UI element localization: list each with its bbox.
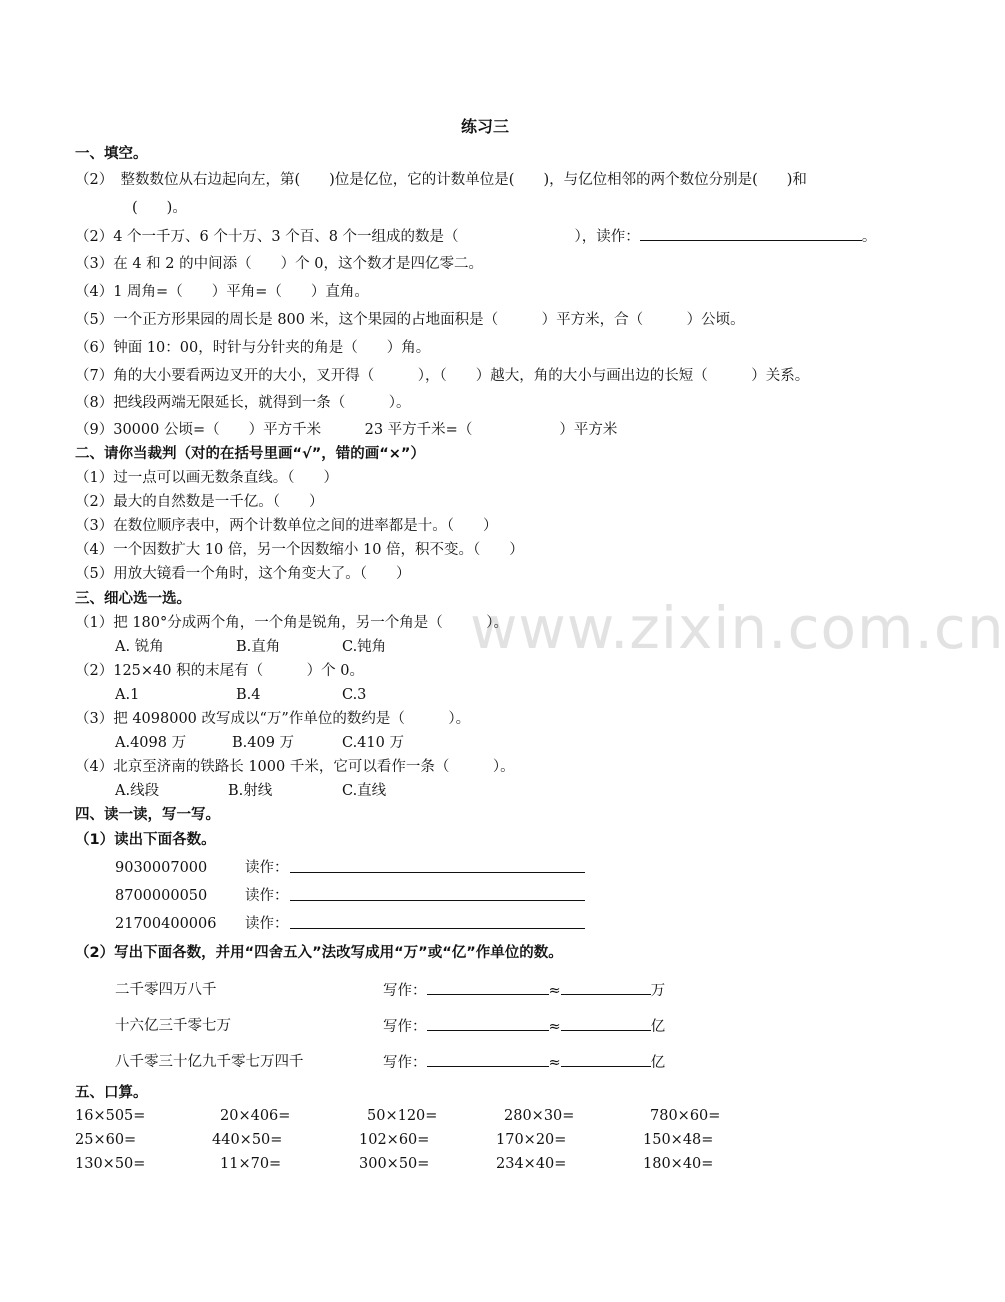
write-answer-blank[interactable]: [427, 980, 549, 995]
judge-item: （1）过一点可以画无数条直线。（ ）: [75, 470, 338, 486]
choice-q2-option-c: C.3: [342, 687, 367, 703]
rounded-answer-blank[interactable]: [561, 1016, 651, 1031]
read-answer-blank[interactable]: [290, 914, 585, 929]
choice-q4: （4）北京至济南的铁路长 1000 千米，它可以看作一条（ ）。: [75, 759, 515, 775]
section-1-heading: 一、填空。: [75, 146, 148, 162]
fill-q1-line1: （2） 整数数位从右边起向左，第( )位是亿位，它的计数单位是( )，与亿位相邻的两个数位分别是( )和: [75, 172, 807, 188]
choice-q3-option-b: B.409 万: [232, 735, 295, 751]
section-3-heading: 三、细心选一选。: [75, 591, 191, 607]
write-item-text: 二千零四万八千: [115, 982, 217, 998]
choice-q1-option-c: C.钝角: [342, 639, 387, 655]
choice-q3: （3）把 4098000 改写成以“万”作单位的数约是（ ）。: [75, 711, 471, 727]
unit-label: 亿: [650, 1055, 666, 1071]
mental-math-item: 16×505=: [75, 1108, 146, 1124]
mental-math-item: 234×40=: [496, 1156, 567, 1172]
fill-q2: [75, 226, 876, 247]
write-label: 写作：: [383, 983, 427, 999]
fill-q1-line2: ( )。: [132, 200, 187, 216]
section-4-heading: 四、读一读，写一写。: [75, 807, 220, 823]
choice-q3-option-c: C.410 万: [342, 735, 404, 751]
section-2-heading: 二、请你当裁判（对的在括号里画“√”，错的画“×”）: [75, 446, 425, 462]
unit-label: 亿: [650, 1019, 666, 1035]
mental-math-item: 50×120=: [367, 1108, 438, 1124]
choice-q1-option-a: A. 锐角: [115, 639, 164, 655]
mental-math-item: 11×70=: [220, 1156, 282, 1172]
mental-math-item: 102×60=: [359, 1132, 430, 1148]
choice-q1-option-b: B.直角: [236, 639, 281, 655]
rounded-answer-blank[interactable]: [561, 1052, 651, 1067]
fill-q7: （7）角的大小要看两边叉开的大小，叉开得（ ），（ ）越大，角的大小与画出边的长短（ ）关系。: [75, 368, 810, 384]
mental-math-item: 440×50=: [212, 1132, 283, 1148]
write-row: [383, 1016, 665, 1037]
mental-math-item: 300×50=: [359, 1156, 430, 1172]
read-number: 8700000050: [115, 888, 208, 904]
read-subheading: （1）读出下面各数。: [75, 832, 216, 848]
read-label: 读作：: [245, 916, 289, 932]
read-label: 读作：: [245, 860, 289, 876]
read-number: 9030007000: [115, 860, 208, 876]
fill-q8: （8）把线段两端无限延长，就得到一条（ ）。: [75, 395, 411, 411]
approx-sign: ≈: [548, 1019, 561, 1035]
mental-math-item: 20×406=: [220, 1108, 291, 1124]
read-label: 读作：: [245, 888, 289, 904]
fill-q9: （9）30000 公顷=（ ）平方千米 23 平方千米=（ ）平方米: [75, 422, 618, 438]
judge-item: （3）在数位顺序表中，两个计数单位之间的进率都是十。（ ）: [75, 518, 498, 534]
write-row: [383, 1052, 665, 1073]
fill-q3: （3）在 4 和 2 的中间添（ ）个 0，这个数才是四亿零二。: [75, 256, 483, 272]
answer-blank[interactable]: [640, 226, 862, 241]
read-answer-blank[interactable]: [290, 886, 585, 901]
choice-q2: （2）125×40 积的末尾有（ ）个 0。: [75, 663, 364, 679]
judge-item: （2）最大的自然数是一千亿。（ ）: [75, 494, 324, 510]
choice-q4-option-b: B.射线: [228, 783, 273, 799]
read-answer-blank[interactable]: [290, 858, 585, 873]
write-row: [383, 980, 665, 1001]
mental-math-item: 25×60=: [75, 1132, 137, 1148]
fill-q4: （4）1 周角=（ ）平角=（ ）直角。: [75, 284, 369, 300]
section-5-heading: 五、口算。: [75, 1085, 148, 1101]
write-answer-blank[interactable]: [427, 1052, 549, 1067]
judge-item: （4）一个因数扩大 10 倍，另一个因数缩小 10 倍，积不变。（ ）: [75, 542, 524, 558]
choice-q1: （1）把 180°分成两个角，一个角是锐角，另一个角是（ ）。: [75, 615, 509, 631]
fill-q5: （5）一个正方形果园的周长是 800 米，这个果园的占地面积是（ ）平方米，合（ ）公顷。: [75, 312, 745, 328]
choice-q3-option-a: A.4098 万: [115, 735, 187, 751]
mental-math-item: 180×40=: [643, 1156, 714, 1172]
approx-sign: ≈: [548, 983, 561, 999]
watermark: www.zixin.com.cn: [470, 594, 1005, 662]
read-number: 21700400006: [115, 916, 217, 932]
unit-label: 万: [650, 983, 666, 999]
mental-math-item: 280×30=: [504, 1108, 575, 1124]
rounded-answer-blank[interactable]: [561, 980, 651, 995]
mental-math-item: 150×48=: [643, 1132, 714, 1148]
write-label: 写作：: [383, 1019, 427, 1035]
mental-math-item: 130×50=: [75, 1156, 146, 1172]
write-label: 写作：: [383, 1055, 427, 1071]
mental-math-item: 170×20=: [496, 1132, 567, 1148]
approx-sign: ≈: [548, 1055, 561, 1071]
page-title: 练习三: [460, 117, 509, 136]
write-subheading: （2）写出下面各数，并用“四舍五入”法改写成用“万”或“亿”作单位的数。: [75, 945, 563, 961]
write-item-text: 八千零三十亿九千零七万四千: [115, 1054, 304, 1070]
write-item-text: 十六亿三千零七万: [115, 1018, 231, 1034]
choice-q2-option-b: B.4: [236, 687, 261, 703]
choice-q2-option-a: A.1: [115, 687, 140, 703]
write-answer-blank[interactable]: [427, 1016, 549, 1031]
fill-q2-end: 。: [861, 229, 877, 245]
fill-q6: （6）钟面 10：00，时针与分针夹的角是（ ）角。: [75, 340, 431, 356]
choice-q4-option-a: A.线段: [115, 783, 160, 799]
choice-q4-option-c: C.直线: [342, 783, 387, 799]
judge-item: （5）用放大镜看一个角时，这个角变大了。（ ）: [75, 566, 411, 582]
mental-math-item: 780×60=: [650, 1108, 721, 1124]
fill-q2-text: （2）4 个一千万、6 个十万、3 个百、8 个一组成的数是（ ），读作：: [75, 229, 640, 245]
